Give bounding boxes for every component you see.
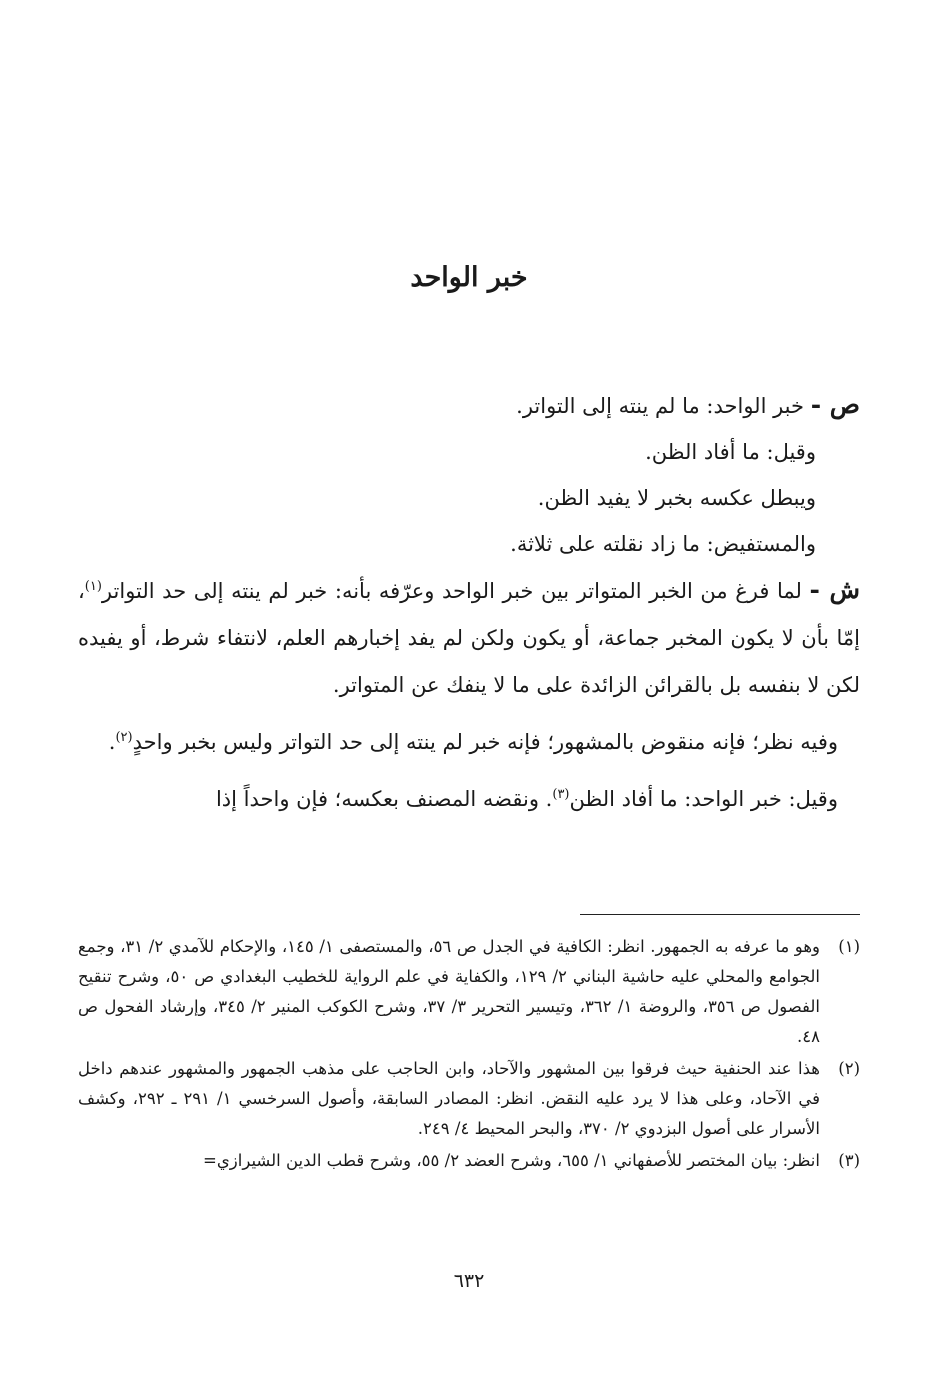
footnote-number: (١) (838, 937, 860, 956)
footnote-ref[interactable]: (٣) (552, 787, 570, 802)
matn-line: وقيل: ما أفاد الظن. (645, 440, 816, 464)
matn-line-text: خبر الواحد: ما لم ينته إلى التواتر. (516, 394, 804, 418)
footnote-ref[interactable]: (١) (84, 579, 102, 594)
footnote-number: (٢) (838, 1059, 860, 1078)
footnote (78, 1054, 860, 1144)
sharh-text: ، إمّا بأن لا يكون المخبر جماعة، أو يكون ولكن لم يفد إخبارهم العلم، لانتفاء شرط، أو يفيده لكن لا بنفسه بل بالقرائن الزائدة على ما لا ينفك عن المتواتر. (78, 579, 860, 697)
footnotes (78, 932, 860, 1178)
sharh-text: . ونقضه المصنف بعكسه؛ فإن واحداً إذا (215, 787, 553, 811)
footnote-divider (580, 914, 860, 915)
book-page (78, 0, 860, 1378)
sharh-block (78, 566, 860, 833)
sharh-text: وفيه نظر؛ فإنه منقوض بالمشهور؛ فإنه خبر لم ينته إلى حد التواتر وليس بخبر واحدٍ (132, 730, 838, 754)
sharh-paragraph (78, 566, 860, 709)
matn-line: والمستفيض: ما زاد نقلته على ثلاثة. (510, 532, 816, 556)
section-heading: خبر الواحد (410, 262, 528, 293)
footnote (78, 932, 860, 1052)
footnote-text: انظر: بيان المختصر للأصفهاني ١/ ٦٥٥، وشرح العضد ٢/ ٥٥، وشرح قطب الدين الشيرازي= (203, 1151, 820, 1170)
footnote-ref[interactable]: (٢) (115, 730, 133, 745)
footnote-text: هذا عند الحنفية حيث فرقوا بين المشهور والآحاد، وابن الحاجب على مذهب الجمهور والمشهور عندهم داخل في الآحاد، وعلى هذا لا يرد عليه النقض. انظر: المصادر السابقة، وأصول السرخسي ١/ ٢٩١ ـ ٢٩٢، وكشف الأسرار على أصول البزدوي ٢/ ٣٧٠، والبحر المحيط ٤/ ٢٤٩. (78, 1059, 820, 1138)
sharh-text: وقيل: خبر الواحد: ما أفاد الظن (569, 787, 838, 811)
sharh-marker: ش - (809, 575, 860, 604)
footnote-text: وهو ما عرفه به الجمهور. انظر: الكافية في الجدل ص ٥٦، والمستصفى ١/ ١٤٥، والإحكام للآمدي ٢/ ٣١، وجمع الجوامع والمحلي عليه حاشية البناني ٢/ ١٢٩، والكفاية في علم الرواية للخطيب البغدادي ص ٥٠، وشرح تنقيح الفصول ص ٣٥٦، والروضة ١/ ٣٦٢، وتيسير التحرير ٣/ ٣٧، وشرح الكوكب المنير ٢/ ٣٤٥، وإرشاد الفحول ص ٤٨. (78, 937, 821, 1046)
matn-line (78, 382, 860, 429)
matn-marker: ص - (810, 390, 860, 419)
footnote-number: (٣) (838, 1151, 860, 1170)
matn-line: ويبطل عكسه بخبر لا يفيد الظن. (537, 486, 816, 510)
sharh-paragraph (78, 719, 860, 766)
page-number: ٦٣٢ (453, 1270, 485, 1292)
footnote (78, 1146, 860, 1176)
sharh-text: لما فرغ من الخبر المتواتر بين خبر الواحد وعرّفه بأنه: خبر لم ينته إلى حد التواتر (101, 579, 802, 603)
matn-block (78, 382, 860, 567)
sharh-text: . (108, 730, 116, 754)
sharh-paragraph (78, 776, 860, 823)
